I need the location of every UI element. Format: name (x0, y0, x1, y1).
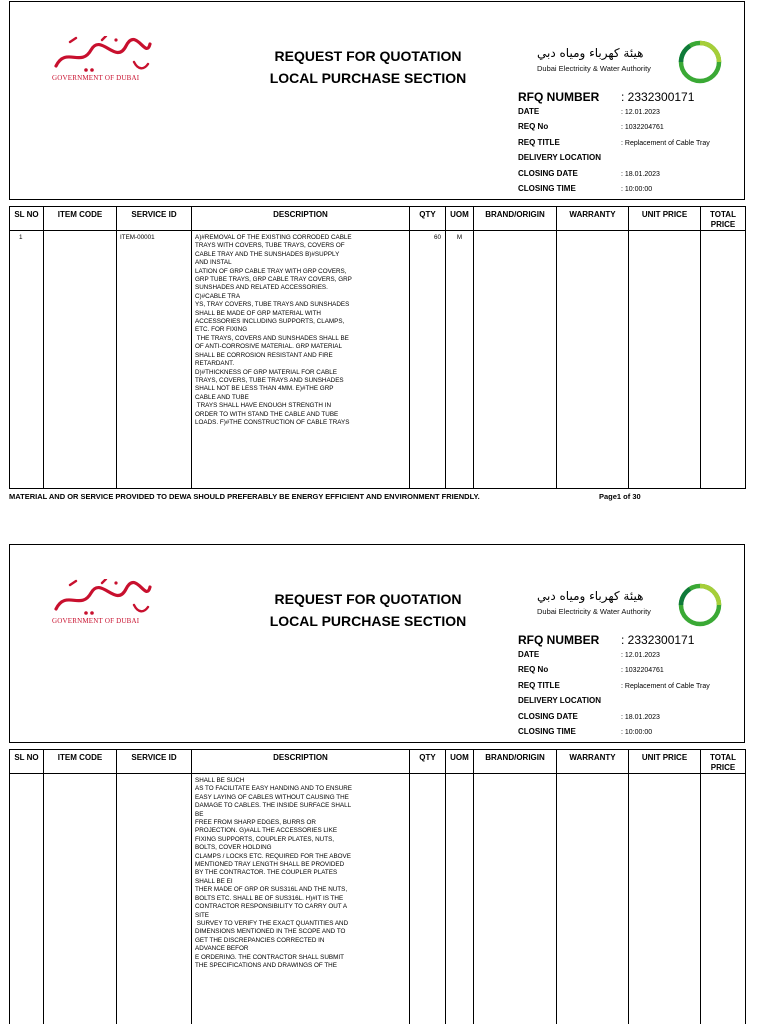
closing-time-label: CLOSING TIME (518, 183, 576, 193)
closing-time-value: : 10:00:00 (621, 185, 653, 193)
cell-uom (446, 774, 474, 1024)
cell-brand-origin (474, 231, 557, 489)
col-total-price: TOTAL PRICE (701, 750, 746, 774)
closing-date-value: : 18.01.2023 (621, 713, 660, 721)
rfq-number-label: RFQ NUMBER (518, 633, 600, 647)
col-uom: UOM (446, 207, 474, 231)
dewa-arabic-name: هيئة كهرباء ومياه دبي (537, 589, 644, 603)
rfq-meta (518, 632, 744, 742)
cell-sl-no: 1 (10, 231, 44, 489)
closing-time-value: : 10:00:00 (621, 728, 653, 736)
col-qty: QTY (410, 750, 446, 774)
cell-description: SHALL BE SUCH AS TO FACILITATE EASY HANDING AND TO ENSURE EASY LAYING OF CABLES WITHOUT CAUSING THE DAMAGE TO CABLES. THE INSIDE SURFACE SHALL BE FREE FROM SHARP EDGES, BURRS OR PROJECTION. G)#ALL THE ACCESSORIES LIKE FIXING SUPPORTS, COUPLER PLATES, NUTS, BOLTS, COVER HOLDING CLAMPS / LOCKS ETC. REQUIRED FOR THE ABOVE MENTIONED TRAY LENGTH SHALL BE PROVIDED BY THE CONTRACTOR. THE COUPLER PLATES SHALL BE EI THER MADE OF GRP OR SUS316L AND THE NUTS, BOLTS ETC. SHALL BE OF SUS316L. H)#IT IS THE CONTRACTOR RESPONSIBILITY TO CARRY OUT A SITE SURVEY TO VERIFY THE EXACT QUANTITIES AND DIMENSIONS MENTIONED IN THE SCOPE AND TO GET THE DISCREPANCIES CORRECTED IN ADVANCE BEFOR E ORDERING. THE CONTRACTOR SHALL SUBMIT THE SPECIFICATIONS AND DRAWINGS OF THE (192, 774, 410, 1024)
req-title-label: REQ TITLE (518, 137, 560, 147)
col-brand-origin: BRAND/ORIGIN (474, 207, 557, 231)
col-sl-no: SL NO (10, 207, 44, 231)
date-label: DATE (518, 650, 540, 659)
date-value: : 12.01.2023 (621, 109, 660, 116)
cell-unit-price (629, 774, 701, 1024)
government-of-dubai-text: GOVERNMENT OF DUBAI (52, 74, 140, 82)
cell-warranty (557, 231, 629, 489)
document-title: REQUEST FOR QUOTATION (274, 591, 462, 607)
table-header-row (10, 207, 746, 231)
col-unit-price: UNIT PRICE (629, 750, 701, 774)
document-subtitle: LOCAL PURCHASE SECTION (269, 613, 467, 629)
col-qty: QTY (410, 207, 446, 231)
table-row (10, 231, 746, 489)
cell-qty (410, 774, 446, 1024)
cell-item-code (44, 774, 117, 1024)
items-table (9, 749, 746, 1024)
col-item-code: ITEM CODE (44, 750, 117, 774)
col-total-price: TOTAL PRICE (701, 207, 746, 231)
closing-date-value: : 18.01.2023 (621, 170, 660, 178)
cell-description: A)#REMOVAL OF THE EXISTING CORRODED CABLE TRAYS WITH COVERS, TUBE TRAYS, COVERS OF CABLE TRAY AND THE SUNSHADES B)#SUPPLY AND INSTAL LATION OF GRP CABLE TRAY WITH GRP COVERS, GRP TUBE TRAYS, GRP CABLE TRAY COVERS, GRP SUNSHADES AND RELATED ACCESSORIES. C)#CABLE TRA YS, TRAY COVERS, TUBE TRAYS AND SUNSHADES SHALL BE MADE OF GRP MATERIAL WITH ACCESSORIES INCLUDING SUPPORTS, CLAMPS, ETC. FOR FIXING THE TRAYS, COVERS AND SUNSHADES SHALL BE OF ANTI-CORROSIVE MATERIAL. GRP MATERIAL SHALL BE CORROSION RESISTANT AND FIRE RETARDANT. D)#THICKNESS OF GRP MATERIAL FOR CABLE TRAYS, COVERS, TUBE TRAYS AND SUNSHADES SHALL NOT BE LESS THAN 4MM. E)#THE GRP CABLE AND TUBE TRAYS SHALL HAVE ENOUGH STRENGTH IN ORDER TO WITH STAND THE CABLE AND TUBE LOADS. F)#THE CONSTRUCTION OF CABLE TRAYS (192, 231, 410, 489)
col-description: DESCRIPTION (192, 750, 410, 774)
table-row (10, 774, 746, 1024)
cell-uom: M (446, 231, 474, 489)
closing-date-label: CLOSING DATE (518, 711, 578, 721)
cell-sl-no (10, 774, 44, 1024)
rfq-number-label: RFQ NUMBER (518, 90, 600, 104)
document-title: REQUEST FOR QUOTATION (274, 48, 462, 64)
footer-note: MATERIAL AND OR SERVICE PROVIDED TO DEWA SHOULD PREFERABLY BE ENERGY EFFICIENT AND ENVIRONMENT FRIENDLY. (9, 492, 480, 501)
req-title-label: REQ TITLE (518, 680, 560, 690)
dewa-arabic-name: هيئة كهرباء ومياه دبي (537, 46, 644, 60)
col-warranty: WARRANTY (557, 750, 629, 774)
cell-total-price (701, 231, 746, 489)
delivery-location-label: DELIVERY LOCATION (518, 696, 601, 706)
rfq-number-value: : 2332300171 (621, 633, 695, 647)
rfq-meta (518, 89, 744, 199)
government-of-dubai-text: GOVERNMENT OF DUBAI (52, 617, 140, 625)
cell-item-code (44, 231, 117, 489)
col-warranty: WARRANTY (557, 207, 629, 231)
cell-service-id (117, 774, 192, 1024)
col-brand-origin: BRAND/ORIGIN (474, 750, 557, 774)
date-label: DATE (518, 107, 540, 116)
col-unit-price: UNIT PRICE (629, 207, 701, 231)
dewa-english-name: Dubai Electricity & Water Authority (537, 64, 651, 73)
req-no-value: : 1032204761 (621, 124, 664, 132)
dewa-english-name: Dubai Electricity & Water Authority (537, 607, 651, 616)
delivery-location-label: DELIVERY LOCATION (518, 153, 601, 163)
dewa-ring-logo (676, 581, 724, 629)
col-service-id: SERVICE ID (117, 750, 192, 774)
col-item-code: ITEM CODE (44, 207, 117, 231)
req-title-value: : Replacement of Cable Tray (621, 139, 710, 147)
req-no-value: : 1032204761 (621, 667, 664, 675)
page-number: Page1 of 30 (599, 492, 641, 501)
table-header-row (10, 750, 746, 774)
rfq-page-1 (0, 0, 768, 510)
rfq-page-2 (0, 543, 768, 1024)
req-title-value: : Replacement of Cable Tray (621, 682, 710, 690)
closing-date-label: CLOSING DATE (518, 168, 578, 178)
cell-brand-origin (474, 774, 557, 1024)
req-no-label: REQ No (518, 122, 549, 132)
cell-warranty (557, 774, 629, 1024)
cell-unit-price (629, 231, 701, 489)
col-uom: UOM (446, 750, 474, 774)
cell-qty: 60 (410, 231, 446, 489)
col-service-id: SERVICE ID (117, 207, 192, 231)
cell-service-id: ITEM-00001 (117, 231, 192, 489)
col-description: DESCRIPTION (192, 207, 410, 231)
items-table (9, 206, 746, 489)
dewa-ring-logo (676, 38, 724, 86)
rfq-number-value: : 2332300171 (621, 90, 695, 104)
closing-time-label: CLOSING TIME (518, 726, 576, 736)
col-sl-no: SL NO (10, 750, 44, 774)
document-subtitle: LOCAL PURCHASE SECTION (269, 70, 467, 86)
cell-total-price (701, 774, 746, 1024)
req-no-label: REQ No (518, 665, 549, 675)
date-value: : 12.01.2023 (621, 652, 660, 659)
